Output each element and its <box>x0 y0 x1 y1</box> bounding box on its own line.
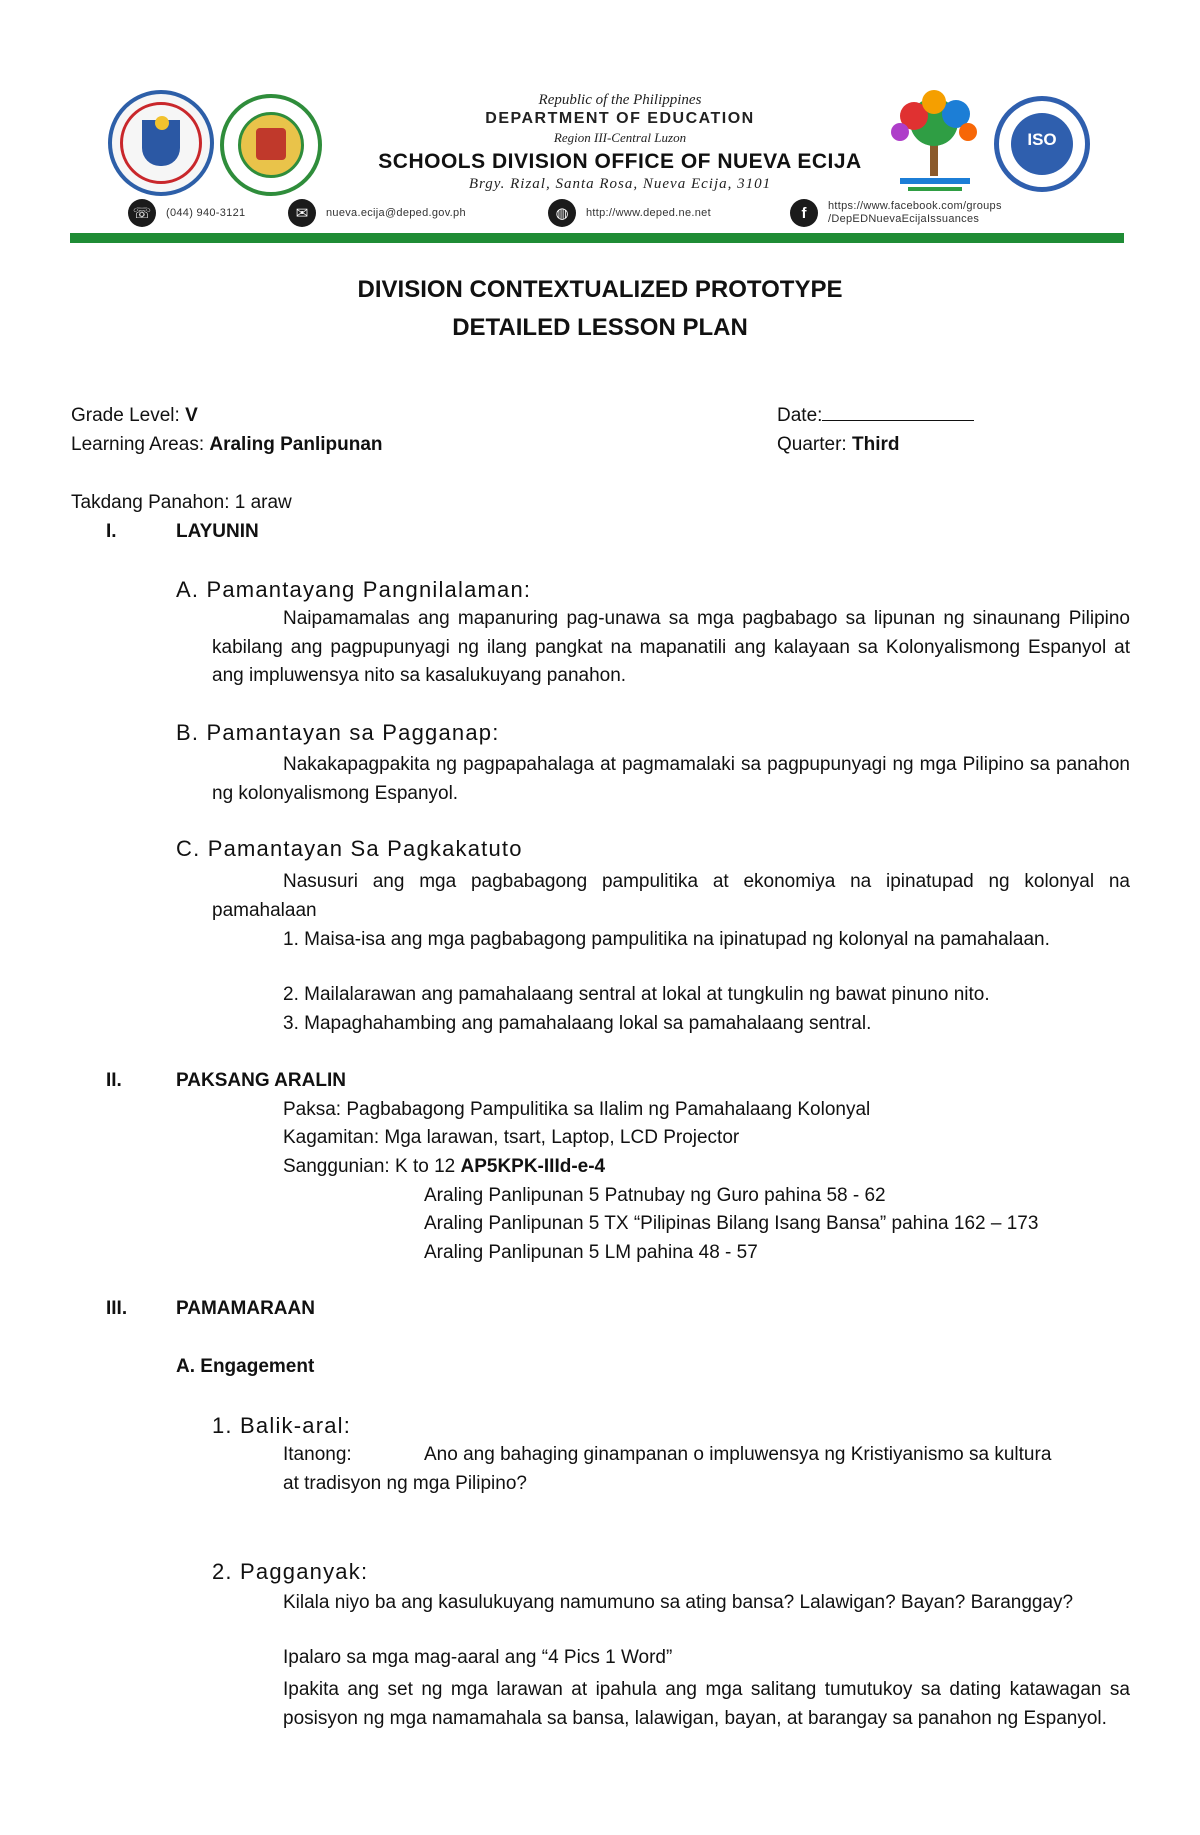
iso-certified-logo <box>994 96 1090 192</box>
sanggunian: Sanggunian: K to 12 AP5KPK-IIId-e-4 <box>283 1156 606 1177</box>
section-1-title: LAYUNIN <box>176 521 259 542</box>
section-2-number: II. <box>106 1070 122 1091</box>
section-2-title: PAKSANG ARALIN <box>176 1070 346 1091</box>
deped-seal-logo <box>108 90 214 196</box>
reference-2: Araling Panlipunan 5 TX “Pilipinas Bilang Isang Bansa” pahina 162 – 173 <box>424 1213 1039 1234</box>
greater-heights-logo <box>860 86 1010 202</box>
pagganyak-instruction: Ipakita ang set ng mga larawan at ipahula ang mga salitang tumutukoy sa dating katawagan sa posisyon ng mga namamahala sa bansa, lalawigan, bayan, at barangay sa panahon ng Espanyol. <box>283 1679 1130 1729</box>
republic-label: Republic of the Philippines <box>538 92 702 108</box>
kagamitan: Kagamitan: Mga larawan, tsart, Laptop, LCD Projector <box>283 1127 740 1148</box>
section-1a-heading: A. Pamantayang Pangnilalaman: <box>176 577 532 602</box>
department-label: DEPARTMENT OF EDUCATION <box>485 110 755 127</box>
itanong-text-2: at tradisyon ng mga Pilipino? <box>283 1473 527 1494</box>
objective-item-3: 3. Mapaghahambing ang pamahalaang lokal sa pamahalaang sentral. <box>283 1013 872 1034</box>
facebook-icon: f <box>790 199 818 227</box>
takdang-panahon: Takdang Panahon: 1 araw <box>71 492 292 513</box>
section-1a-text: Naipamamalas ang mapanuring pag-unawa sa mga pagbabago sa lipunan ng sinaunang Pilipino kabilang ang pagpupunyagi ng ilang pangkat na mapanatili ang kalayaan sa Kolonyalismong Espanyol at ang impluwensya nito sa kasalukuyang panahon. <box>212 608 1130 686</box>
website-contact <box>548 198 711 228</box>
facebook-text-2: /DepEDNuevaEcijaIssuances <box>828 213 980 225</box>
reference-3: Araling Panlipunan 5 LM pahina 48 - 57 <box>424 1242 758 1263</box>
division-seal-logo <box>220 94 322 196</box>
itanong-text: Ano ang bahaging ginampanan o impluwensya ng Kristiyanismo sa kultura <box>424 1444 1052 1465</box>
learning-areas: Learning Areas: Araling Panlipunan <box>71 434 383 455</box>
iso-label: ISO <box>1027 130 1057 149</box>
facebook-text-1: https://www.facebook.com/groups <box>828 200 1002 212</box>
engagement-heading: A. Engagement <box>176 1356 315 1377</box>
section-1c-text: Nasusuri ang mga pagbabagong pampulitika at ekonomiya na ipinatupad ng kolonyal na pamahalaan <box>212 871 1130 921</box>
date-field: Date: <box>777 405 974 427</box>
phone-icon: ☏ <box>128 199 156 227</box>
pagganyak-heading: 2. Pagganyak: <box>212 1559 369 1584</box>
paksa: Paksa: Pagbabagong Pampulitika sa Ilalim ng Pamahalaang Kolonyal <box>283 1099 871 1120</box>
curriculum-code: AP5KPK-IIId-e-4 <box>460 1156 606 1177</box>
reference-1: Araling Panlipunan 5 Patnubay ng Guro pahina 58 - 62 <box>424 1185 886 1206</box>
objective-item-1: 1. Maisa-isa ang mga pagbabagong pampulitika na ipinatupad ng kolonyal na pamahalaan. <box>283 929 1050 950</box>
phone-contact <box>128 198 245 228</box>
section-1c-heading: C. Pamantayan Sa Pagkakatuto <box>176 836 523 861</box>
pagganyak-game: Ipalaro sa mga mag-aaral ang “4 Pics 1 Word” <box>283 1647 673 1668</box>
globe-icon: ◍ <box>548 199 576 227</box>
address-label: Brgy. Rizal, Santa Rosa, Nueva Ecija, 3101 <box>468 176 772 192</box>
section-1-number: I. <box>106 521 117 542</box>
pagganyak-question: Kilala niyo ba ang kasulukuyang namumuno sa ating bansa? Lalawigan? Bayan? Baranggay? <box>283 1592 1074 1613</box>
date-blank <box>822 406 974 421</box>
envelope-icon: ✉ <box>288 199 316 227</box>
office-label: SCHOOLS DIVISION OFFICE OF NUEVA ECIJA <box>378 150 862 173</box>
grade-level: Grade Level: V <box>71 405 198 426</box>
email-text: nueva.ecija@deped.gov.ph <box>326 206 466 219</box>
section-1b-text: Nakakapagpakita ng pagpapahalaga at pagmamalaki sa pagpupunyagi ng mga Pilipino sa panahon ng kolonyalismong Espanyol. <box>212 754 1130 804</box>
section-3-title: PAMAMARAAN <box>176 1298 315 1319</box>
region-label: Region III-Central Luzon <box>553 130 687 145</box>
website-text: http://www.deped.ne.net <box>586 206 711 219</box>
section-1b-heading: B. Pamantayan sa Pagganap: <box>176 720 500 745</box>
facebook-contact <box>790 198 1002 228</box>
section-3-number: III. <box>106 1298 128 1319</box>
letterhead <box>70 70 1124 250</box>
itanong-label: Itanong: <box>283 1444 352 1465</box>
phone-text: (044) 940-3121 <box>166 206 246 219</box>
objective-item-2: 2. Mailalarawan ang pamahalaang sentral at lokal at tungkulin ng bawat pinuno nito. <box>283 984 990 1005</box>
document-title-2: DETAILED LESSON PLAN <box>452 314 748 341</box>
letterhead-divider <box>70 233 1124 243</box>
quarter: Quarter: Third <box>777 434 900 455</box>
document-title-1: DIVISION CONTEXTUALIZED PROTOTYPE <box>357 276 843 303</box>
email-contact <box>288 198 466 228</box>
balik-aral-heading: 1. Balik-aral: <box>212 1413 352 1438</box>
